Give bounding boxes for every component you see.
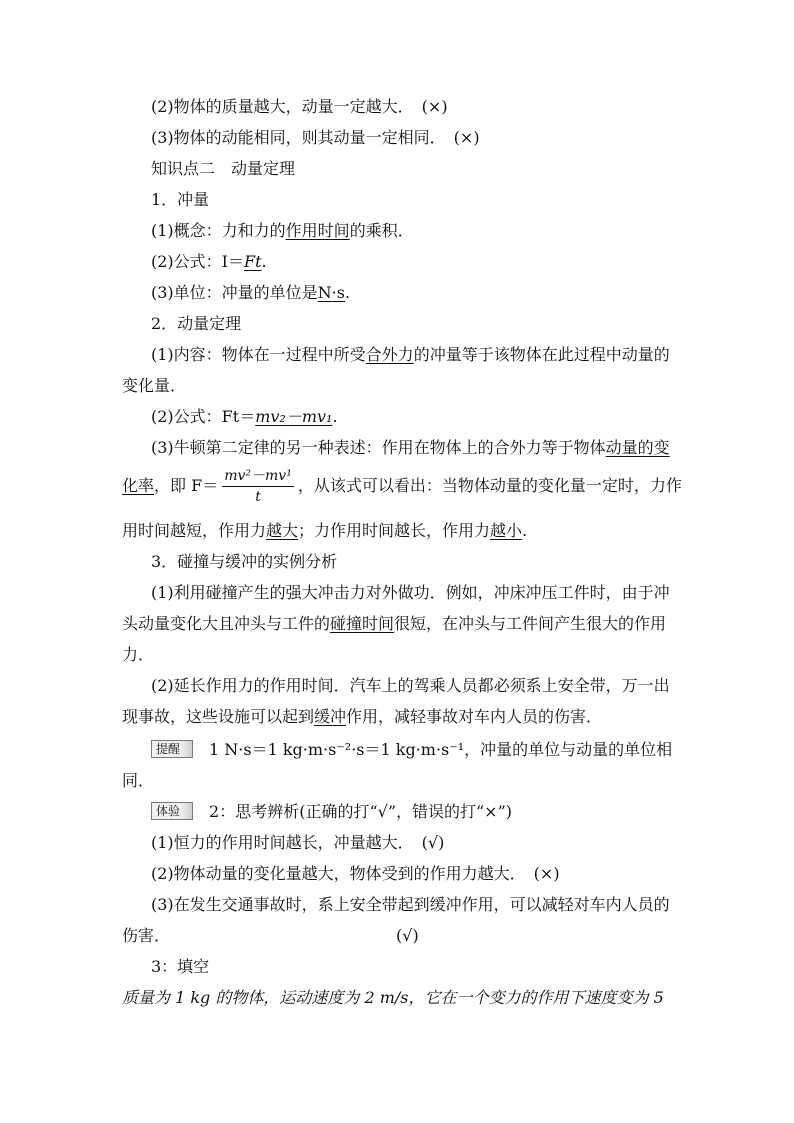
answer-blank: 动量的变 [605,438,670,457]
judgment-answer: (√) [396,926,419,945]
text-line-with-fraction: 化率，即 F＝ $\frac{\text{mv²－mv¹}}{t}$ ，从该式可以看出：当物体动量的变化量一定时，力作 [122,468,682,505]
judgment-item-3: (3)物体的动能相同，则其动量一定相同． (×) [151,128,480,147]
judgment-item: (1)恒力的作用时间越长，冲量越大． (√) [151,833,445,852]
answer-blank: N·s [317,283,345,302]
judgment-item-2: (2)物体的质量越大，动量一定越大． (×) [151,97,448,116]
subsection-heading-examples: 3．碰撞与缓冲的实例分析 [151,552,338,571]
answer-blank: 化率 [122,476,155,495]
fraction: $\frac{\text{mv²－mv¹}}{t}$ [224,468,292,505]
text-line: (3)牛顿第二定律的另一种表述：作用在物体上的合外力等于物体动量的变 [151,438,670,457]
judgment-item: (3)在发生交通事故时，系上安全带起到缓冲作用，可以减轻对车内人员的 [151,895,670,914]
answer-blank: 越小 [490,521,523,540]
answer-blank: Ft [244,252,262,271]
exercise-tag-tiyan: 体验 [151,802,193,820]
text-line: 头动量变化大且冲头与工件的碰撞时间很短，在冲头与工件间产生很大的作用 [122,614,667,633]
note-line: 提醒 1 N·s＝1 kg·m·s⁻²·s＝1 kg·m·s⁻¹，冲量的单位与动量的单位相 [0,739,794,761]
answer-blank: 越大 [266,521,299,540]
text-line: (2)延长作用力的作用时间．汽车上的驾乘人员都必须系上安全带，万一出 [151,676,670,695]
text-line: 同． [122,771,155,790]
subsection-heading-impulse: 1．冲量 [151,190,210,209]
text-line: 力． [122,645,155,664]
exercise-heading: 体验 2：思考辨析(正确的打“√”，错误的打“×”) [0,801,794,823]
text-line: (1)内容：物体在一过程中所受合外力的冲量等于该物体在此过程中动量的 [151,345,670,364]
text-line: 变化量． [122,376,187,395]
text-line: (3)单位：冲量的单位是N·s. [151,283,351,302]
text-line: (2)公式：I＝Ft. [151,252,267,271]
answer-blank: 作用时间 [285,221,350,240]
answer-blank: mv₂－mv₁ [255,407,333,426]
text-line: 现事故，这些设施可以起到缓冲作用，减轻事故对车内人员的伤害． [122,707,603,726]
text-line: (1)概念：力和力的作用时间的乘积． [151,221,414,240]
text-line [0,127,794,149]
text-line [0,96,794,118]
text-line: 用时间越短，作用力越大；力作用时间越长，作用力越小. [122,521,528,540]
answer-blank: 缓冲 [314,707,347,726]
text-line: (2)公式：Ft＝mv₂－mv₁. [151,407,338,426]
text-line: (1)利用碰撞产生的强大冲击力对外做功．例如，冲床冲压工件时，由于冲 [151,583,670,602]
exercise-heading-fill: 3：填空 [151,957,210,976]
answer-blank: 合外力 [365,345,414,364]
subsection-heading-theorem: 2．动量定理 [151,314,242,333]
text-line: 质量为 1 kg 的物体，运动速度为 2 m/s，它在一个变力的作用下速度变为 5 [122,988,664,1007]
answer-blank: 碰撞时间 [330,614,395,633]
text-line: 伤害． (√) [122,926,419,945]
judgment-item: (2)物体动量的变化量越大，物体受到的作用力越大． (×) [151,864,560,883]
note-tag-tixing: 提醒 [151,740,193,758]
section-heading: 知识点二 动量定理 [151,159,296,178]
